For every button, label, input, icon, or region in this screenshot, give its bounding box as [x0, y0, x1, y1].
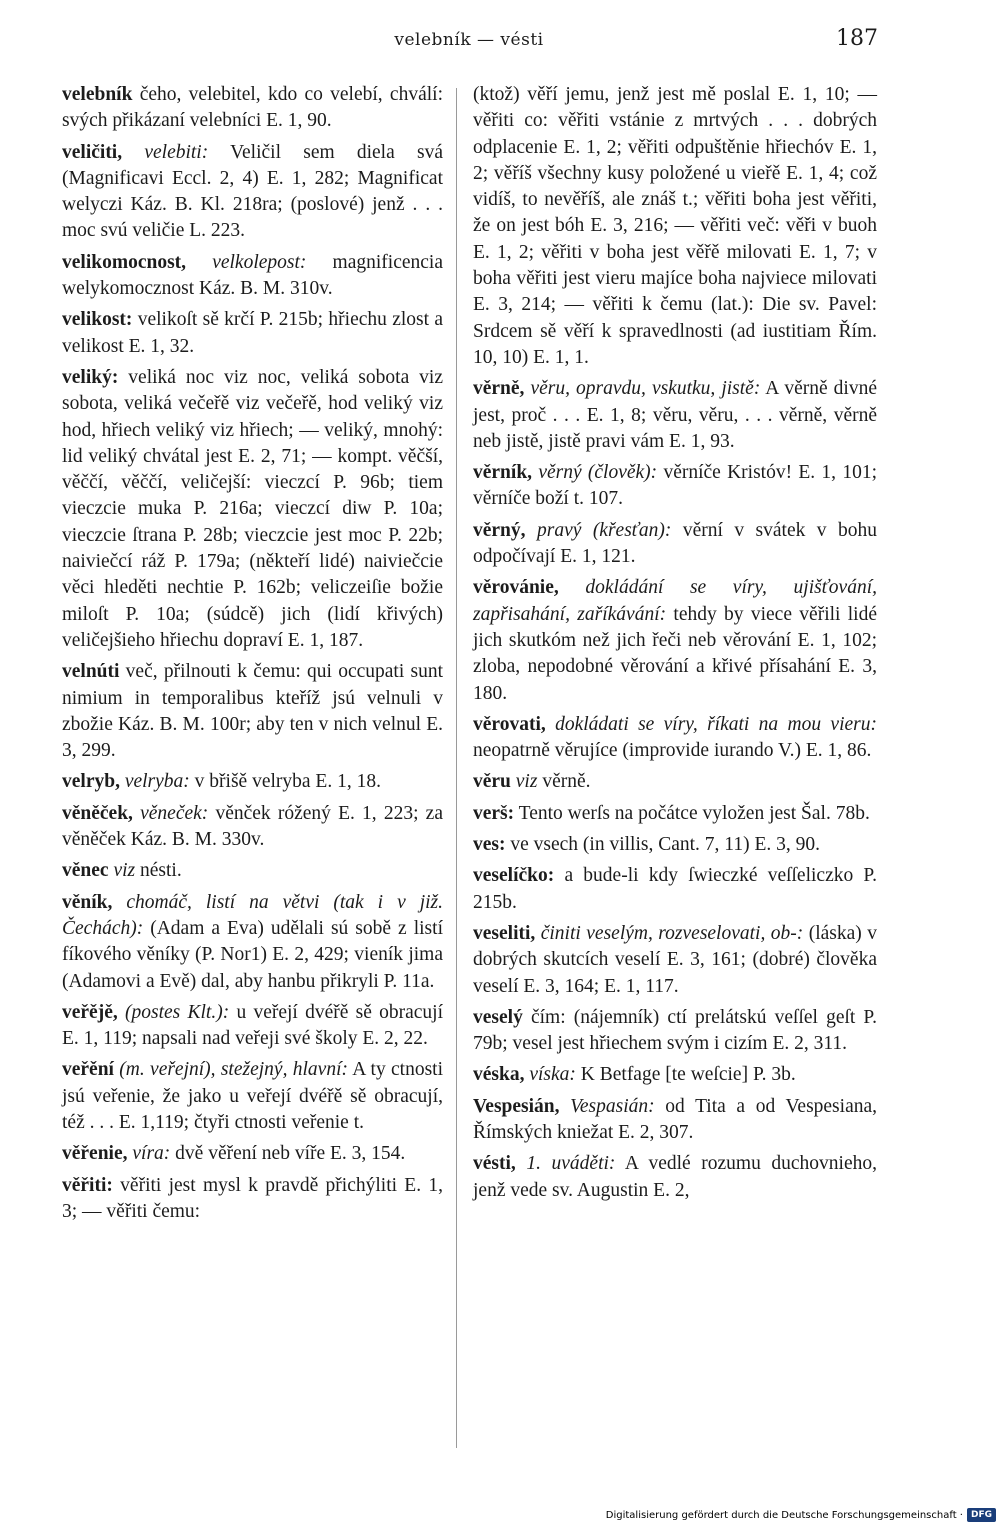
entry-headword: Vespesián,: [473, 1095, 560, 1117]
column-divider: [456, 88, 457, 1448]
dictionary-entry: [62, 801, 443, 854]
entry-body: dvě věření neb víře E. 3, 154.: [170, 1143, 406, 1165]
entry-headword: věněček,: [62, 802, 133, 824]
entry-gloss: viz: [108, 860, 136, 882]
entry-gloss: (postes Klt.):: [117, 1001, 230, 1023]
dictionary-entry: [473, 1151, 877, 1204]
entry-gloss: velebiti:: [122, 141, 209, 163]
dfg-logo: DFG: [967, 1508, 996, 1522]
entry-headword: věrný,: [473, 519, 526, 541]
right-column: [473, 82, 877, 1209]
entry-headword: verš:: [473, 802, 515, 824]
entry-body: magnificencia welykomocznost Káz. B. M. 310v.: [62, 251, 443, 300]
entry-body: veliká noc viz noc, veliká sobota viz sobota, veliká večeřě viz večeřě, hod veliký viz hod, hřiech veliký viz hřiech; — veliký, mnohý: lid veliký chvátal jest E. 2, 71; — kompt. věčší, věččí, věččí, veličejší: vieczcí P. 96b; tiem vieczcie muka P. 216a; vieczcí diw P. 10a; vieczcie ſtrana P. 28b; vieczcie jest moc P. 22b; naiviečcí ráž P. 179a; (někteří lidé) naiviečcie věci hleděti nechtie P. 162b; veliczeiſie božie miloſt P. 10a; (súdcě) jich (lidí křivých) veličejšieho hřiechu dopraví E. 1, 187.: [62, 366, 443, 651]
entry-headword: veřějě,: [62, 1001, 118, 1023]
dictionary-entry: [473, 82, 877, 371]
entry-gloss: věrný (člověk):: [532, 462, 658, 484]
entry-headword: věru: [473, 771, 511, 793]
entry-headword: věrovánie,: [473, 577, 559, 599]
dictionary-entry: [473, 712, 877, 765]
entry-gloss: dokládání se víry, ujišťování, zapřisahání, zaříkávání:: [473, 577, 877, 625]
dictionary-entry: [62, 82, 443, 135]
entry-body: neopatrně věrujíce (improvide iurando V.) E. 1, 86.: [473, 740, 872, 762]
entry-headword: veseliti,: [473, 922, 536, 944]
dictionary-entry: [62, 1000, 443, 1053]
entry-headword: velryb,: [62, 771, 120, 793]
entry-body: čím: (nájemník) ctí prelátskú veſſel geſt P. 79b; vesel jest hřiechem svým i cizím E. 2, 311.: [473, 1006, 877, 1055]
entry-body: a bude-li kdy ſwieczké veſſeliczko P. 215b.: [473, 865, 877, 913]
entry-headword: velebník: [62, 84, 133, 105]
dictionary-entry: [473, 1094, 877, 1147]
entry-headword: veličiti,: [62, 141, 123, 163]
entry-body: čeho, velebitel, kdo co velebí, chválí: svých přikázaní velebníci E. 1, 90.: [62, 84, 443, 132]
entry-headword: velnúti: [62, 661, 120, 683]
dictionary-entry: [473, 575, 877, 706]
entry-headword: vésti,: [473, 1153, 516, 1175]
entry-headword: věrovati,: [473, 713, 546, 735]
entry-gloss: pravý (křesťan):: [525, 519, 672, 541]
entry-headword: veliký:: [62, 366, 119, 388]
entry-body: věrníče Kristóv! E. 1, 101; věrníče boží t. 107.: [473, 462, 877, 510]
entry-gloss: věru, opravdu, vskutku, jistě:: [524, 378, 761, 400]
footer: [606, 1504, 996, 1526]
dictionary-entry: [62, 1057, 443, 1136]
dictionary-entry: [62, 890, 443, 995]
dictionary-entry: [62, 1141, 443, 1167]
entry-gloss: velryba:: [119, 771, 190, 793]
dictionary-entry: [473, 1062, 877, 1088]
entry-headword: věrník,: [473, 462, 533, 484]
dictionary-entry: [473, 460, 877, 513]
entry-body: (láska) v dobrých skutcích veselí E. 3, 161; (dobré) člověka veselí E. 3, 164; E. 1, 117.: [473, 922, 877, 997]
entry-gloss: (m. veřejní), stežejný, hlavní:: [113, 1059, 348, 1081]
entry-body: Veličil sem diela svá (Magnificavi Eccl. 2, 4) E. 1, 282; Magnificat welyczi Káz. B. Kl. 218ra; (poslové) jenž . . . moc svú veličie L. 223.: [62, 141, 443, 242]
entry-body: A vedlé rozumu duchovnieho, jenž vede sv. Augustin E. 2,: [473, 1153, 877, 1201]
dictionary-entry: [62, 659, 443, 764]
entry-headword: velikost:: [62, 309, 133, 331]
running-title: velebník — vésti: [394, 30, 544, 50]
dictionary-entry: [62, 307, 443, 360]
dictionary-entry: [473, 376, 877, 455]
entry-headword: věrně,: [473, 378, 525, 400]
dictionary-entry: [62, 769, 443, 795]
entry-body: več, přilnouti k čemu: qui occupati sunt nimium in temporalibus kteříž jsú velnuli v zbožie Káz. B. M. 100r; aby ten v nich velnul E. 3, 299.: [62, 661, 443, 762]
entry-body: (Adam a Eva) udělali sú sobě z listí fíkového věníky (P. Nor1) E. 2, 429; vieník jima (Adamovi a Evě) dal, aby hanbu přikryli P. 11a.: [62, 917, 443, 992]
entry-gloss: víska:: [524, 1064, 576, 1086]
entry-gloss: věneček:: [132, 802, 209, 824]
entry-body: nésti.: [135, 860, 182, 882]
entry-body: věrně.: [537, 771, 591, 793]
entry-gloss: chomáč, listí na větvi (tak i v již. Čechách):: [62, 891, 443, 939]
entry-gloss: 1. uváděti:: [515, 1153, 616, 1175]
dictionary-entry: [62, 1173, 443, 1226]
entry-headword: véska,: [473, 1064, 525, 1086]
page-header: [60, 26, 878, 56]
entry-body: (ktož) věří jemu, jenž jest mě poslal E. 1, 10; — věřiti co: věřiti vstánie z mrtvých . . . dobrých odplacenie E. 1, 2; věřiti odpuštěnie hřiechóv E. 1, 2; věříš všechny kusy položené u vieřě E. 1, 4; což vidíš, to nevěříš, ale znáš t.; věřiti boha jest věřiti, že on jest bóh E. 3, 216; — věřiti več: věři v buoh E. 1, 2; věřiti v boha jest věřě milovati E. 1, 7; v boha věřiti jest vieru majíce boha najviece milovati E. 3, 214; — věřiti k čemu (lat.): Die sv. Pavel: Srdcem sě věří k spravedlnosti (ad iustitiam Řím. 10, 10) E. 1, 1.: [473, 84, 877, 368]
entry-body: v břišě velryba E. 1, 18.: [189, 771, 381, 793]
entry-body: A ty ctnosti jsú veřenie, že jako u veřejí dvéřě sě obracují, též . . . E. 1,119; čtyři ctnosti veřenie t.: [62, 1059, 443, 1133]
entry-headword: veselý: [473, 1006, 523, 1028]
entry-body: věřiti jest mysl k pravdě přichýliti E. 1, 3; — věřiti čemu:: [62, 1174, 443, 1222]
entry-gloss: Vespasián:: [559, 1095, 655, 1117]
entry-body: ve vsech (in villis, Cant. 7, 11) E. 3, 90.: [505, 834, 820, 856]
dictionary-entry: [473, 1005, 877, 1058]
entry-headword: veřění: [62, 1059, 114, 1081]
entry-gloss: víra:: [127, 1143, 171, 1165]
entry-body: u veřejí dvéřě sě obracují E. 1, 119; napsali nad veřeji své školy E. 2, 22.: [62, 1001, 444, 1050]
dictionary-entry: [473, 518, 877, 571]
dictionary-entry: [473, 801, 877, 827]
entry-gloss: viz: [510, 771, 538, 793]
entry-body: K Betfage [te weſcie] P. 3b.: [575, 1064, 796, 1086]
left-column: [62, 82, 443, 1230]
entry-body: věrní v svátek v bohu odpočívají E. 1, 121.: [473, 519, 877, 568]
entry-headword: velikomocnost,: [62, 251, 187, 273]
entry-gloss: dokládati se víry, říkati na mou vieru:: [545, 713, 877, 735]
dictionary-entry: [473, 832, 877, 858]
dictionary-entry: [62, 858, 443, 884]
entry-headword: ves:: [473, 834, 506, 856]
entry-body: Tento werſs na počátce vyložen jest Šal. 78b.: [514, 802, 870, 824]
dictionary-entry: [62, 250, 443, 303]
entry-body: A věrně divné jest, proč . . . E. 1, 8; věru, věru, . . . věrně, věrně neb jistě, jistě pravi vám E. 1, 93.: [473, 378, 877, 452]
dictionary-entry: [62, 365, 443, 654]
dictionary-entry: [473, 863, 877, 916]
dictionary-entry: [62, 140, 443, 245]
entry-headword: věník,: [62, 891, 113, 913]
entry-body: věnček róžený E. 1, 223; za věněček Káz. B. M. 330v.: [62, 802, 443, 851]
entry-headword: věnec: [62, 860, 109, 882]
entry-body: od Tita a od Vespesiana, Římských kniežat E. 2, 307.: [473, 1095, 877, 1143]
entry-body: tehdy by viece věřili lidé jich skutkóm než jich řeči neb věrování E. 1, 102; zloba, nepodobné věrování a křivé přísahání E. 3, 180.: [473, 603, 877, 704]
dictionary-entry: [473, 921, 877, 1000]
entry-body: velikoſt sě krčí P. 215b; hřiechu zlost a velikost E. 1, 32.: [62, 309, 443, 357]
entry-headword: věřenie,: [62, 1143, 128, 1165]
dictionary-entry: [473, 769, 877, 795]
entry-headword: věřiti:: [62, 1174, 113, 1196]
entry-headword: veselíčko:: [473, 865, 555, 887]
entry-gloss: činiti veselým, rozveselovati, ob-:: [535, 922, 804, 944]
page-number: 187: [836, 26, 878, 51]
footer-credit: Digitalisierung gefördert durch die Deutsche Forschungsgemeinschaft ·: [605, 1509, 963, 1521]
entry-gloss: velkolepost:: [186, 251, 307, 273]
